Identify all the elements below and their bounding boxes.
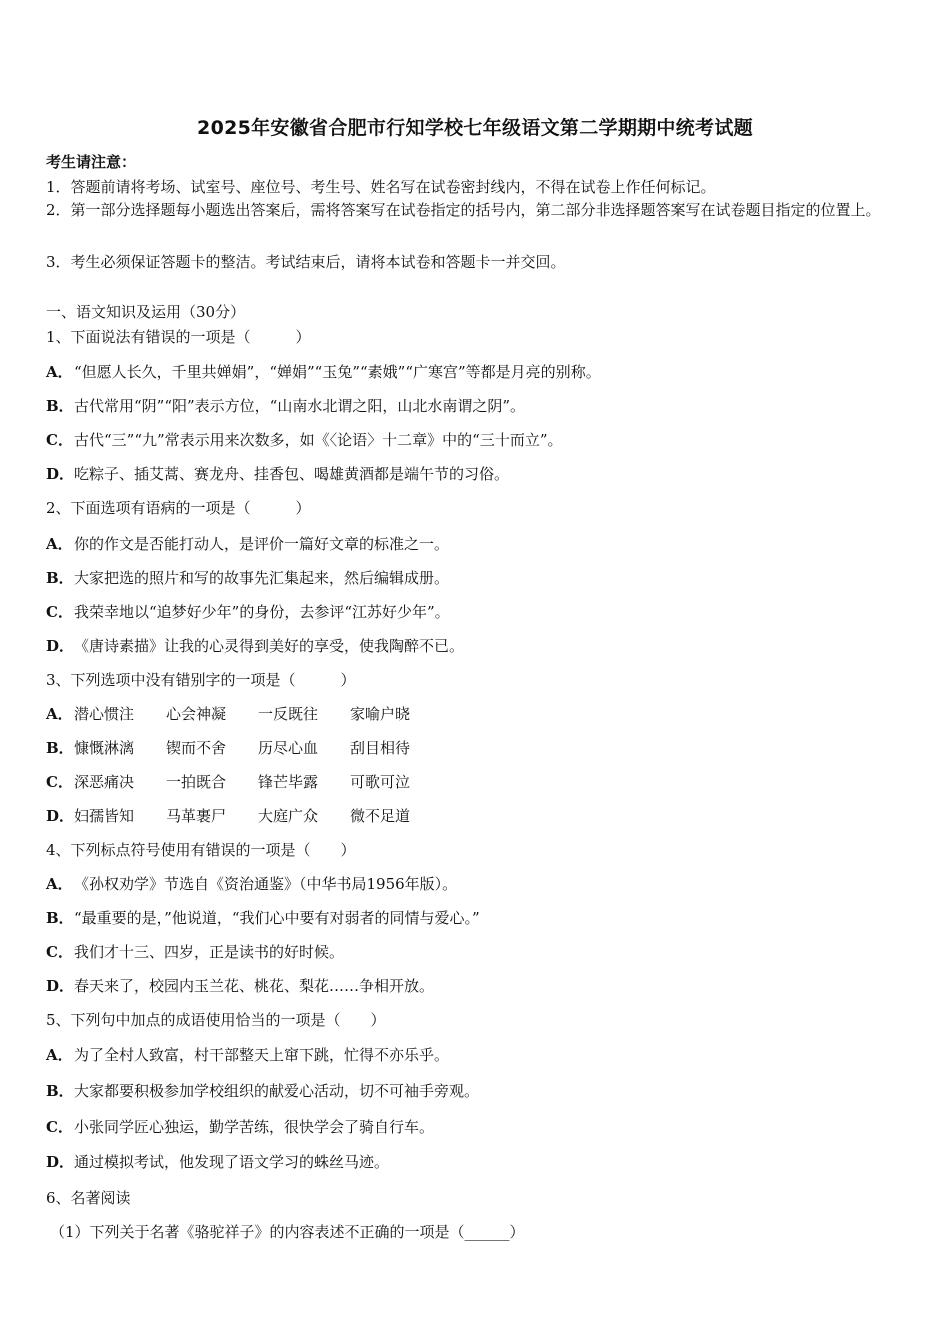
question-6-sub-1: （1）下列关于名著《骆驼祥子》的内容表述不正确的一项是（______） — [50, 1223, 525, 1241]
option-text: 我荣幸地以“追梦好少年”的身份，去参评“江苏好少年”。 — [74, 603, 450, 621]
question-4-option-b — [46, 908, 480, 928]
question-5-option-a — [46, 1045, 449, 1065]
option-text: 《唐诗素描》让我的心灵得到美好的享受，使我陶醉不已。 — [74, 637, 465, 655]
option-label: D． — [46, 807, 75, 825]
notice-item-3: 3．考生必须保证答题卡的整洁。考试结束后，请将本试卷和答题卡一并交回。 — [46, 253, 566, 271]
question-3-option-d — [46, 806, 442, 826]
option-text: 大家都要积极参加学校组织的献爱心活动，切不可袖手旁观。 — [74, 1082, 480, 1100]
option-label: C． — [46, 773, 73, 791]
question-4-option-c — [46, 942, 344, 962]
option-label: B． — [46, 739, 74, 757]
question-4-option-a — [46, 874, 457, 894]
option-label: B． — [46, 909, 74, 927]
question-5-stem: 5、下列句中加点的成语使用恰当的一项是（ ） — [46, 1011, 386, 1029]
option-label: A． — [46, 705, 73, 723]
question-5-option-c — [46, 1117, 434, 1137]
idiom-word: 可歌可泣 — [350, 773, 411, 791]
section-heading: 一、语文知识及运用（30分） — [46, 303, 246, 321]
idiom-word: 心会神凝 — [166, 705, 227, 723]
option-label: B． — [46, 1082, 74, 1100]
question-5-option-b — [46, 1081, 479, 1101]
question-1-option-a — [46, 362, 601, 382]
option-text: 吃粽子、插艾蒿、赛龙舟、挂香包、喝雄黄酒都是端午节的习俗。 — [74, 465, 510, 483]
option-text: 古代“三”“九”常表示用来次数多，如《〈论语〉十二章》中的“三十而立”。 — [74, 431, 563, 449]
question-5-option-d — [46, 1152, 389, 1172]
idiom-word: 马革裹尸 — [166, 807, 227, 825]
idiom-word: 锋芒毕露 — [258, 773, 319, 791]
option-label: D． — [46, 1153, 75, 1171]
idiom-word: 刮目相待 — [350, 739, 411, 757]
idiom-word: 家喻户晓 — [350, 705, 411, 723]
option-label: A． — [46, 1046, 73, 1064]
option-label: C． — [46, 431, 73, 449]
question-2-option-d — [46, 636, 464, 656]
question-3-option-a — [46, 704, 442, 724]
option-text: 通过模拟考试，他发现了语文学习的蛛丝马迹。 — [74, 1153, 390, 1171]
notice-heading: 考生请注意： — [46, 153, 137, 171]
question-4-stem: 4、下列标点符号使用有错误的一项是（ ） — [46, 841, 356, 859]
question-2-option-a — [46, 534, 449, 554]
question-1-option-b — [46, 396, 525, 416]
option-label: A． — [46, 535, 73, 553]
question-3-option-b — [46, 738, 442, 758]
option-text: 《孙权劝学》节选自《资治通鉴》（中华书局1956年版）。 — [74, 875, 458, 893]
option-text: 小张同学匠心独运，勤学苦练，很快学会了骑自行车。 — [74, 1118, 435, 1136]
notice-item-1: 1．答题前请将考场、试室号、座位号、考生号、姓名写在试卷密封线内，不得在试卷上作任何标记。 — [46, 178, 716, 196]
option-label: C． — [46, 603, 73, 621]
question-2-option-b — [46, 568, 449, 588]
idiom-word: 历尽心血 — [258, 739, 319, 757]
idiom-word: 妇孺皆知 — [74, 807, 135, 825]
option-label: D． — [46, 465, 75, 483]
idiom-word: 一拍既合 — [166, 773, 227, 791]
option-text: 我们才十三、四岁，正是读书的好时候。 — [74, 943, 345, 961]
option-text: 春天来了，校园内玉兰花、桃花、梨花……争相开放。 — [74, 977, 435, 995]
option-label: C． — [46, 1118, 73, 1136]
question-6-stem: 6、名著阅读 — [46, 1189, 131, 1207]
option-text: 大家把选的照片和写的故事先汇集起来，然后编辑成册。 — [74, 569, 450, 587]
idiom-word: 潜心惯注 — [74, 705, 135, 723]
notice-item-2: 2．第一部分选择题每小题选出答案后，需将答案写在试卷指定的括号内，第二部分非选择题答案写在试卷题目指定的位置上。 — [46, 201, 881, 219]
option-label: A． — [46, 875, 73, 893]
question-2-option-c — [46, 602, 450, 622]
idiom-word: 慷慨淋漓 — [74, 739, 135, 757]
option-text: “但愿人长久，千里共婵娟”，“婵娟”“玉兔”“素娥”“广寒宫”等都是月亮的别称。 — [74, 363, 601, 381]
option-label: D． — [46, 977, 75, 995]
question-1-option-c — [46, 430, 563, 450]
question-4-option-d — [46, 976, 434, 996]
question-2-stem: 2、下面选项有语病的一项是（ ） — [46, 499, 311, 517]
question-3-option-c — [46, 772, 442, 792]
option-label: B． — [46, 397, 74, 415]
question-3-stem: 3、下列选项中没有错别字的一项是（ ） — [46, 671, 356, 689]
page-title: 2025年安徽省合肥市行知学校七年级语文第二学期期中统考试题 — [197, 117, 753, 139]
option-text: 你的作文是否能打动人，是评价一篇好文章的标准之一。 — [74, 535, 450, 553]
idiom-word: 大庭广众 — [258, 807, 319, 825]
option-text: 古代常用“阴”“阳”表示方位，“山南水北谓之阳，山北水南谓之阴”。 — [74, 397, 526, 415]
idiom-word: 锲而不舍 — [166, 739, 227, 757]
option-text: “最重要的是，”他说道，“我们心中要有对弱者的同情与爱心。” — [74, 909, 480, 927]
option-label: D． — [46, 637, 75, 655]
idiom-word: 微不足道 — [350, 807, 411, 825]
question-1-stem: 1、下面说法有错误的一项是（ ） — [46, 328, 311, 346]
option-text: 为了全村人致富，村干部整天上窜下跳，忙得不亦乐乎。 — [74, 1046, 450, 1064]
idiom-word: 深恶痛决 — [74, 773, 135, 791]
option-label: B． — [46, 569, 74, 587]
option-label: A． — [46, 363, 73, 381]
option-label: C． — [46, 943, 73, 961]
idiom-word: 一反既往 — [258, 705, 319, 723]
question-1-option-d — [46, 464, 509, 484]
